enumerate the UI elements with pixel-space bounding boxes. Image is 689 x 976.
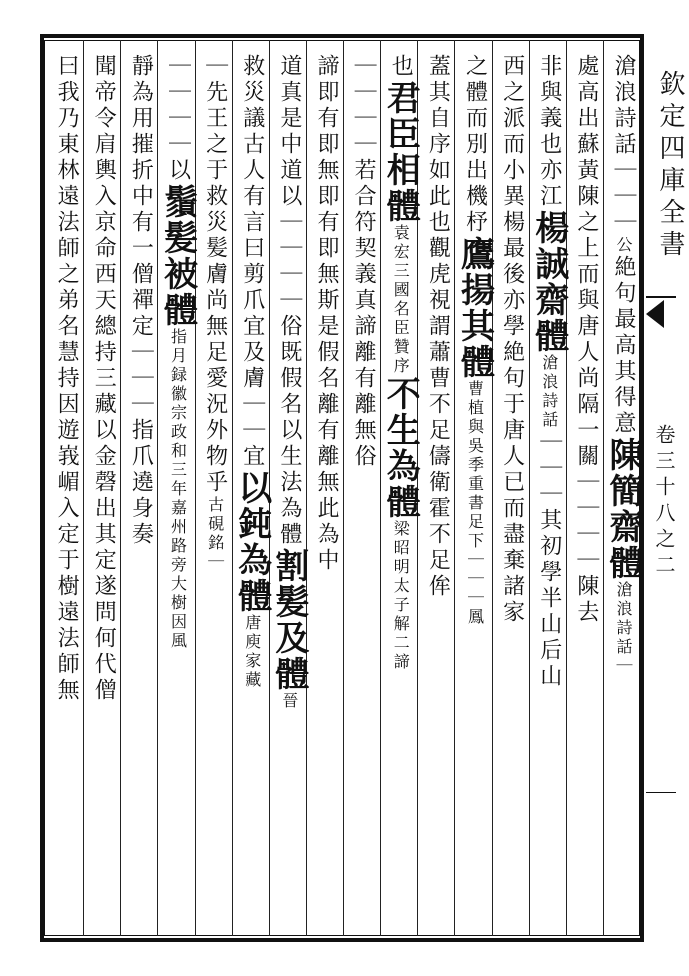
text-column bbox=[454, 54, 495, 924]
annotation-text: 滄浪詩話｜ bbox=[614, 581, 633, 676]
body-text: 也 bbox=[388, 54, 414, 80]
body-text: 非與義也亦江 bbox=[536, 54, 562, 210]
body-text: ｜｜｜ bbox=[611, 158, 636, 236]
body-text: 摧折中有一僧禪定｜｜｜指爪遶身奏 bbox=[128, 132, 154, 548]
heading-term: 楊誠齋體 bbox=[528, 210, 569, 354]
body-text: 絶句最高其得意 bbox=[611, 255, 636, 437]
body-text: ｜｜｜｜以 bbox=[165, 54, 191, 184]
text-column bbox=[380, 54, 421, 924]
column-rule bbox=[157, 40, 158, 936]
column-rule bbox=[83, 40, 84, 936]
annotation-text: 袁宏三國名臣贊序 bbox=[391, 224, 411, 376]
body-text: 楊 bbox=[499, 210, 525, 236]
body-text: 救災議古人有言曰剪爪宜及膚｜｜宜 bbox=[239, 54, 265, 470]
annotation-text: 指月録徽宗政和三年嘉州路旁大樹因風 bbox=[168, 328, 188, 651]
body-text: 義真諦離有離無俗 bbox=[351, 262, 377, 470]
body-text: ｜｜｜其初學半山后山 bbox=[536, 430, 562, 690]
column-rule bbox=[529, 40, 530, 936]
text-column bbox=[568, 54, 601, 924]
column-rule bbox=[343, 40, 344, 936]
body-text: ｜｜｜｜若合符契 bbox=[351, 54, 377, 262]
body-text: 靜為用 bbox=[128, 54, 154, 132]
body-text: 蓋其自序如此也 bbox=[425, 54, 451, 236]
annotation-text: 滄浪詩話 bbox=[539, 354, 559, 430]
text-column bbox=[48, 54, 81, 924]
column-rule bbox=[195, 40, 196, 936]
volume-label: 卷三十八之二 bbox=[652, 424, 676, 580]
column-rule bbox=[120, 40, 121, 936]
text-column bbox=[122, 54, 155, 924]
body-text: 聞帝令肩輿入京命西天總持三藏以金磬出其定遂問何代僧 bbox=[91, 54, 117, 704]
body-text: 曰我乃東林遠法師之弟名慧持因遊峩嵋入定于樹遠法師無 bbox=[54, 54, 80, 704]
heading-term: 不生為體 bbox=[380, 376, 421, 520]
annotation-text: 唐庾家藏 bbox=[242, 614, 262, 690]
annotation-text: 梁昭明太子解二諦 bbox=[391, 520, 411, 672]
column-rule bbox=[454, 40, 455, 936]
text-column bbox=[419, 54, 452, 924]
text-column bbox=[528, 54, 569, 924]
body-text: 西之派而小異 bbox=[499, 54, 525, 210]
body-text: 諦即有即無即有即無斯是假名離有離無此為中 bbox=[314, 54, 339, 574]
heading-term: 陳簡齋體 bbox=[603, 437, 643, 581]
text-column bbox=[231, 54, 272, 924]
text-column bbox=[197, 54, 230, 924]
column-rule bbox=[492, 40, 493, 936]
body-text: 道真是中道以｜｜｜｜俗既假名以生法為體 bbox=[276, 54, 302, 548]
text-column bbox=[603, 54, 643, 924]
body-text: 處高出蘇黃陳之上而與唐人尚隔一關 bbox=[573, 54, 599, 470]
text-column bbox=[85, 54, 118, 924]
annotation-text: 古硯銘｜ bbox=[205, 496, 225, 572]
annotation-text: 公 bbox=[614, 236, 633, 255]
body-text: 滄浪詩話 bbox=[611, 54, 636, 158]
annotation-text: 曹植與吳季重書足下｜｜｜鳳 bbox=[465, 380, 485, 627]
text-column bbox=[345, 54, 378, 924]
book-title: 欽定四庫全書 bbox=[655, 70, 685, 262]
text-column bbox=[157, 54, 198, 924]
text-column bbox=[268, 54, 309, 924]
heading-term: 割髪及體 bbox=[268, 548, 309, 692]
body-text: 之體而別出機杼 bbox=[462, 54, 488, 236]
text-column bbox=[494, 54, 527, 924]
body-text: 觀虎視謂蕭曹不足儔衛霍不足侔 bbox=[425, 236, 451, 600]
body-text: ｜先王之于救災髪膚尚無足愛況外物乎 bbox=[202, 54, 228, 496]
column-rule bbox=[306, 40, 307, 936]
heading-term: 鷹揚其體 bbox=[454, 236, 495, 380]
heading-term: 君臣相體 bbox=[380, 80, 421, 224]
body-text: 最後亦學絶句于唐人已而盡棄諸家 bbox=[499, 236, 525, 626]
heading-term: 鬚髪被體 bbox=[157, 184, 198, 328]
body-text: ｜｜｜｜陳去 bbox=[573, 470, 599, 626]
column-rule bbox=[566, 40, 567, 936]
annotation-text: 晉 bbox=[279, 692, 299, 711]
heading-term: 以鈍為體 bbox=[231, 470, 272, 614]
text-column bbox=[308, 54, 341, 924]
